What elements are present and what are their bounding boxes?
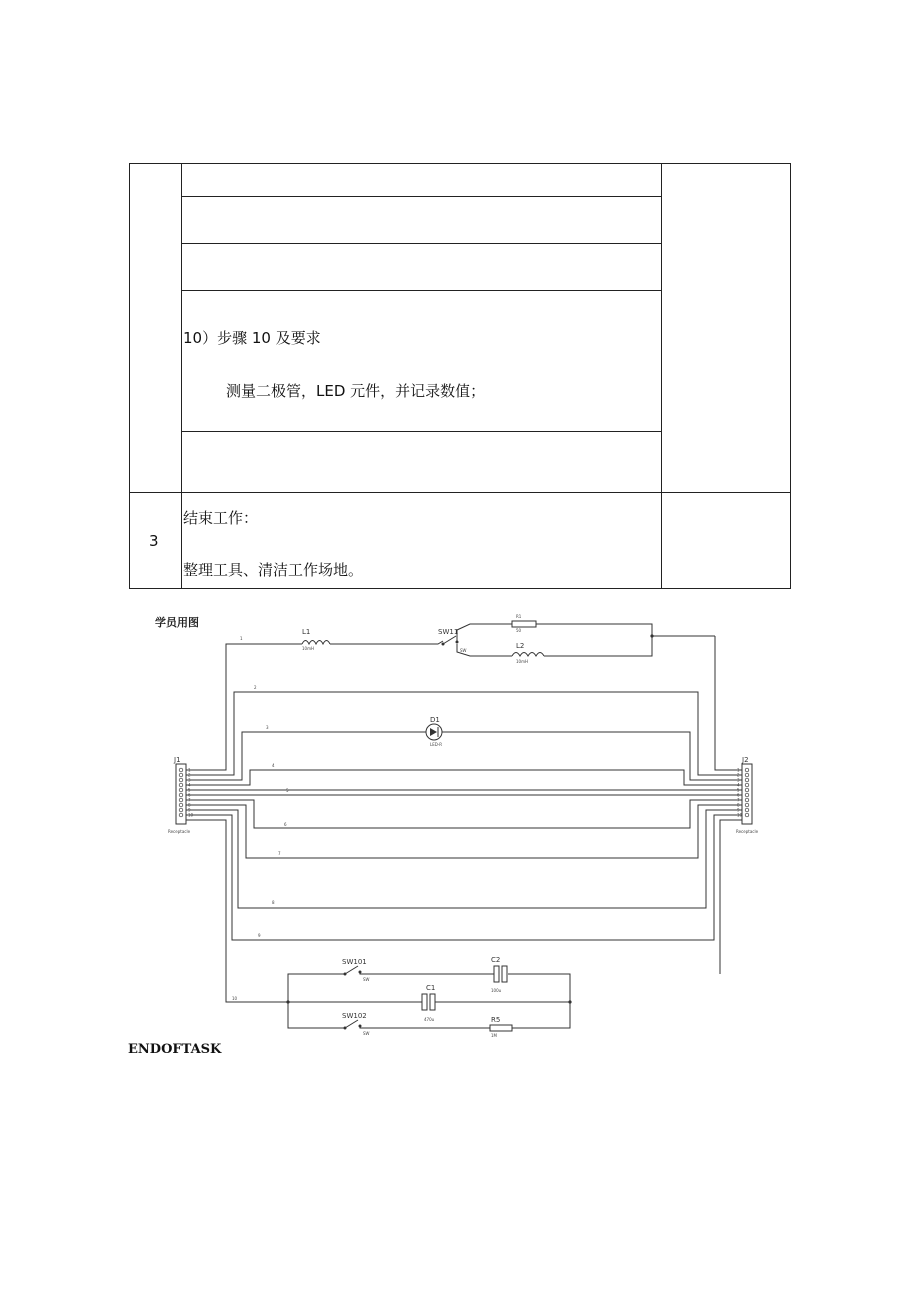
wire-net-7 [186,802,742,858]
wire-net-2 [186,692,742,775]
wire-sw101-in [288,974,345,1002]
R1-value: 50 [516,628,522,633]
net-label: 7 [278,851,281,856]
D1-value: LED-R [430,742,443,747]
J1-pin-1 [179,768,183,772]
J1-pin-number: 3 [188,777,191,783]
switch-SW101 [342,958,370,982]
R5-label: R5 [491,1016,501,1024]
capacitor-C1 [422,984,435,1022]
J2-pin-1 [745,768,749,772]
J2-pin-7 [745,798,749,802]
J1-type: Receptacle [168,829,191,834]
diagram-title: 学员用图 [155,616,199,629]
SW102-label: SW102 [342,1012,367,1020]
J1-pin-number: 4 [188,782,191,788]
wire-net-8 [186,807,742,908]
wire-net-4 [186,767,742,785]
wire-sw102-in [288,1002,345,1028]
J2-pin-number: 10 [737,812,743,818]
D1-label: D1 [430,716,440,724]
L2-label: L2 [516,642,525,650]
C1-label: C1 [426,984,436,992]
J1-label: J1 [174,756,181,764]
net-label: 1 [240,636,243,641]
wire-net-6 [186,797,742,828]
J2-type: Receptacle [736,829,759,834]
SW101-label: SW101 [342,958,367,966]
J2-pin-number: 9 [737,807,740,813]
J2-label: J2 [742,756,749,764]
J1-pin-number: 6 [188,792,191,798]
J1-pin-number: 2 [188,772,191,778]
net-label: 10 [232,996,238,1001]
J1-pin-6 [179,793,183,797]
J1-pin-number: 5 [188,787,191,793]
SW101-value: SW [363,977,370,982]
J2-pin-10 [745,813,749,817]
circuit-diagram [155,612,780,1042]
L1-label: L1 [302,628,311,636]
wire-c2-r5 [508,974,570,1028]
J1-pin-5 [179,788,183,792]
C2-label: C2 [491,956,501,964]
net-label: 4 [272,763,275,768]
wire-net-1b [330,641,443,644]
wire-net-10-right [720,820,742,974]
R1-label: R1 [516,614,522,619]
net-label: 5 [286,788,289,793]
row-divider [181,196,661,197]
row3-body: 整理工具、清洁工作场地。 [183,561,364,579]
SW11-value: SW [460,648,467,653]
J1-pin-number: 7 [188,797,191,803]
net-label: 6 [284,822,287,827]
J1-pin-9 [179,808,183,812]
wire-net-1-right [715,636,742,770]
wire-net-1 [186,644,302,770]
J2-pin-number: 8 [737,802,740,808]
J1-pin-number: 9 [188,807,191,813]
J2-pin-number: 7 [737,797,740,803]
wire-net-3b [442,732,742,780]
J2-pin-number: 3 [737,777,740,783]
row-divider [181,290,661,291]
net-label: 2 [254,685,257,690]
column-divider [181,163,182,589]
net-label: 9 [258,933,261,938]
row-divider [129,492,791,493]
net-label: 8 [272,900,275,905]
J2-pin-9 [745,808,749,812]
inductor-L2 [512,642,544,664]
J1-pin-2 [179,773,183,777]
J1-pin-10 [179,813,183,817]
wire-sw11-return [536,624,652,656]
J2-pin-5 [745,788,749,792]
C1-value: 470u [424,1017,435,1022]
C2-value: 100u [491,988,502,993]
J2-pin-number: 6 [737,792,740,798]
SW102-value: SW [363,1031,370,1036]
wire-sw101-out [360,972,494,974]
J2-pin-4 [745,783,749,787]
column-divider [661,163,662,589]
SW11-label: SW11 [438,628,459,636]
switch-SW102 [342,1012,370,1036]
wire-sw102-out [360,1026,490,1028]
row-divider [181,431,661,432]
J1-pin-number: 10 [188,812,194,818]
net-labels [232,636,289,1001]
step10-body: 测量二极管，LED 元件，并记录数值； [226,382,486,400]
step10-heading: 10）步骤 10 及要求 [183,329,321,347]
R5-value: 1M [491,1033,497,1038]
row-divider [181,243,661,244]
J1-pin-3 [179,778,183,782]
J1-pin-7 [179,798,183,802]
J2-pin-2 [745,773,749,777]
L1-value: 10mH [302,646,314,651]
J2-pin-number: 5 [737,787,740,793]
wire-net-10 [186,820,422,1002]
J2-pin-6 [745,793,749,797]
J2-pin-number: 4 [737,782,740,788]
net-label: 3 [266,725,269,730]
resistor-R5 [490,1016,512,1038]
J1-pin-number: 8 [188,802,191,808]
junction-dot [650,634,653,637]
inductor-L1 [302,628,330,651]
led-D1 [426,716,442,747]
junction-dot [286,1000,289,1003]
end-of-task-text: ENDOFTASK [128,1042,222,1057]
row3-heading: 结束工作： [183,509,259,527]
junction-dot [568,1000,571,1003]
L2-value: 10mH [516,659,528,664]
J1-pin-4 [179,783,183,787]
J1-pin-8 [179,803,183,807]
wire-sw11-upper [457,624,512,642]
resistor-R1 [512,614,536,633]
switch-SW11 [438,628,467,653]
row3-number: 3 [149,532,159,550]
J2-pin-number: 1 [737,767,740,773]
J1-pin-number: 1 [188,767,191,773]
wire-net-3 [186,732,426,780]
J2-pin-8 [745,803,749,807]
J2-pin-3 [745,778,749,782]
J2-pin-number: 2 [737,772,740,778]
